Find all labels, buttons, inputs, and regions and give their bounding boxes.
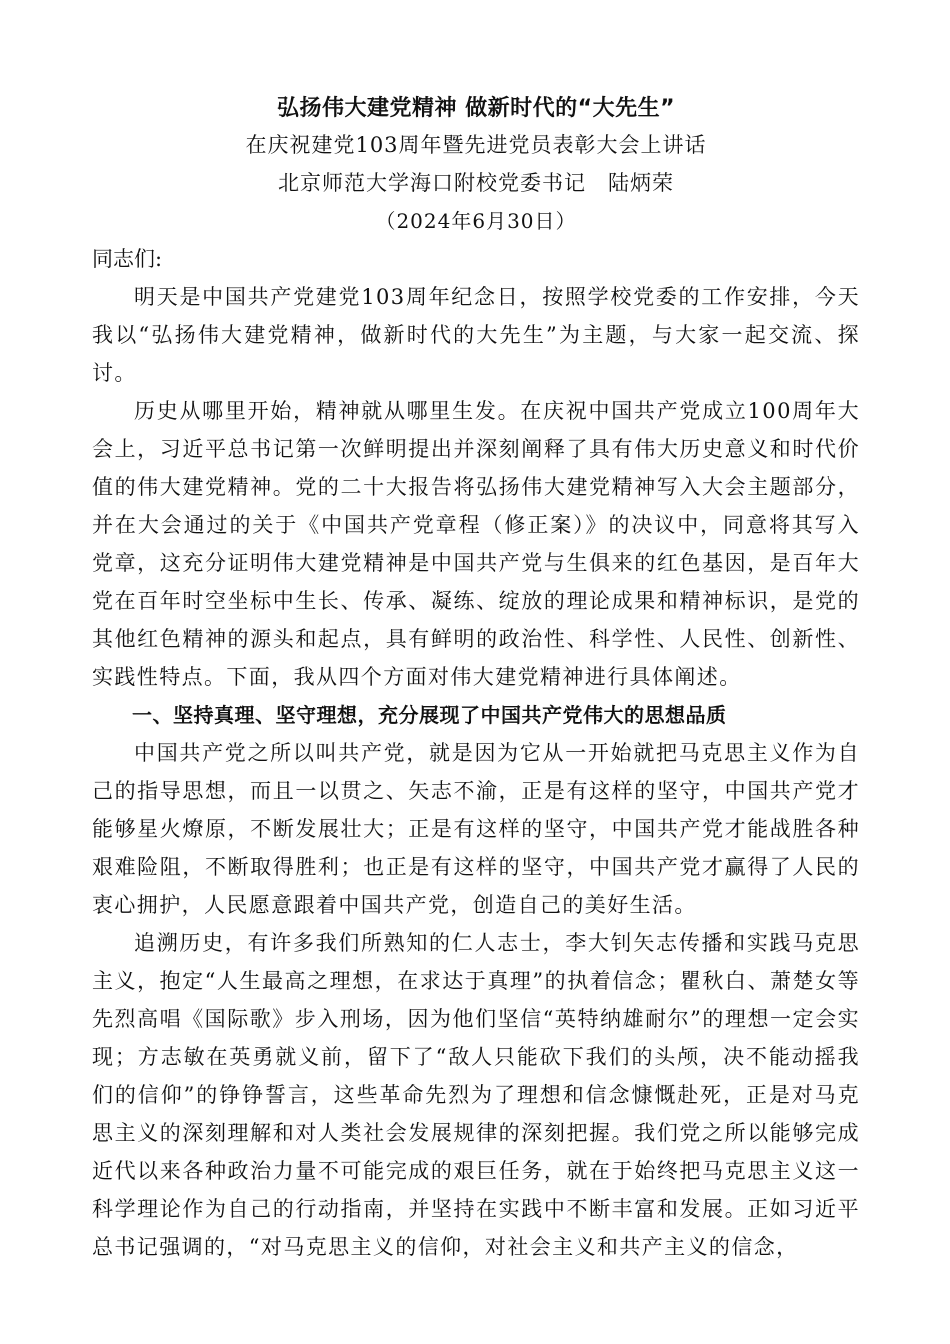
document-title: 弘扬伟大建党精神 做新时代的“大先生” [276,96,676,121]
paragraph-section-2: 追溯历史，有许多我们所熟知的仁人志士，李大钊矢志传播和实践马克思主义，抱定“人生最高之理想，在求达于真理”的执着信念；瞿秋白、萧楚女等先烈高唱《国际歌》步入刑场，因为他们坚信“英特纳雄耐尔”的理想一定会实现；方志敏在英勇就义前，留下了“敌人只能砍下我们的头颅，决不能动摇我们的信仰”的铮铮誓言，这些革命先烈为了理想和信念慷慨赴死，正是对马克思主义的深刻理解和对人类社会发展规律的深刻把握。我们党之所以能够完成近代以来各种政治力量不可能完成的艰巨任务，就在于始终把马克思主义这一科学理论作为自己的行动指南，并坚持在实践中不断丰富和发展。正如习近平总书记强调的，“对马克思主义的信仰，对社会主义和共产主义的信念， [92,931,860,1259]
salutation: 同志们: [92,247,163,271]
paragraph-intro: 明天是中国共产党建党103周年纪念日，按照学校党委的工作安排，今天我以“弘扬伟大建党精神，做新时代的大先生”为主题，与大家一起交流、探讨。 [92,285,860,385]
document-page [92,92,860,1266]
paragraph-history: 历史从哪里开始，精神就从哪里生发。在庆祝中国共产党成立100周年大会上，习近平总书记第一次鲜明提出并深刻阐释了具有伟大历史意义和时代价值的伟大建党精神。党的二十大报告将弘扬伟大建党精神写入大会主题部分，并在大会通过的关于《中国共产党章程（修正案）》的决议中，同意将其写入党章，这充分证明伟大建党精神是中国共产党与生俱来的红色基因，是百年大党在百年时空坐标中生长、传承、凝练、绽放的理论成果和精神标识，是党的其他红色精神的源头和起点，具有鲜明的政治性、科学性、人民性、创新性、实践性特点。下面，我从四个方面对伟大建党精神进行具体阐述。 [92,399,860,689]
section-heading-1: 一、坚持真理、坚守理想，充分展现了中国共产党伟大的思想品质 [132,703,727,727]
document-subtitle: 在庆祝建党103周年暨先进党员表彰大会上讲话 [245,133,707,157]
paragraph-section-1: 中国共产党之所以叫共产党，就是因为它从一开始就把马克思主义作为自己的指导思想，而且一以贯之、矢志不渝，正是有这样的坚守，中国共产党才能够星火燎原，不断发展壮大；正是有这样的坚守，中国共产党才能战胜各种艰难险阻，不断取得胜利；也正是有这样的坚守，中国共产党才赢得了人民的衷心拥护，人民愿意跟着中国共产党，创造自己的美好生活。 [92,741,860,917]
document-author: 北京师范大学海口附校党委书记 陆炳荣 [278,171,674,195]
document-date: （2024年6月30日） [375,209,577,233]
